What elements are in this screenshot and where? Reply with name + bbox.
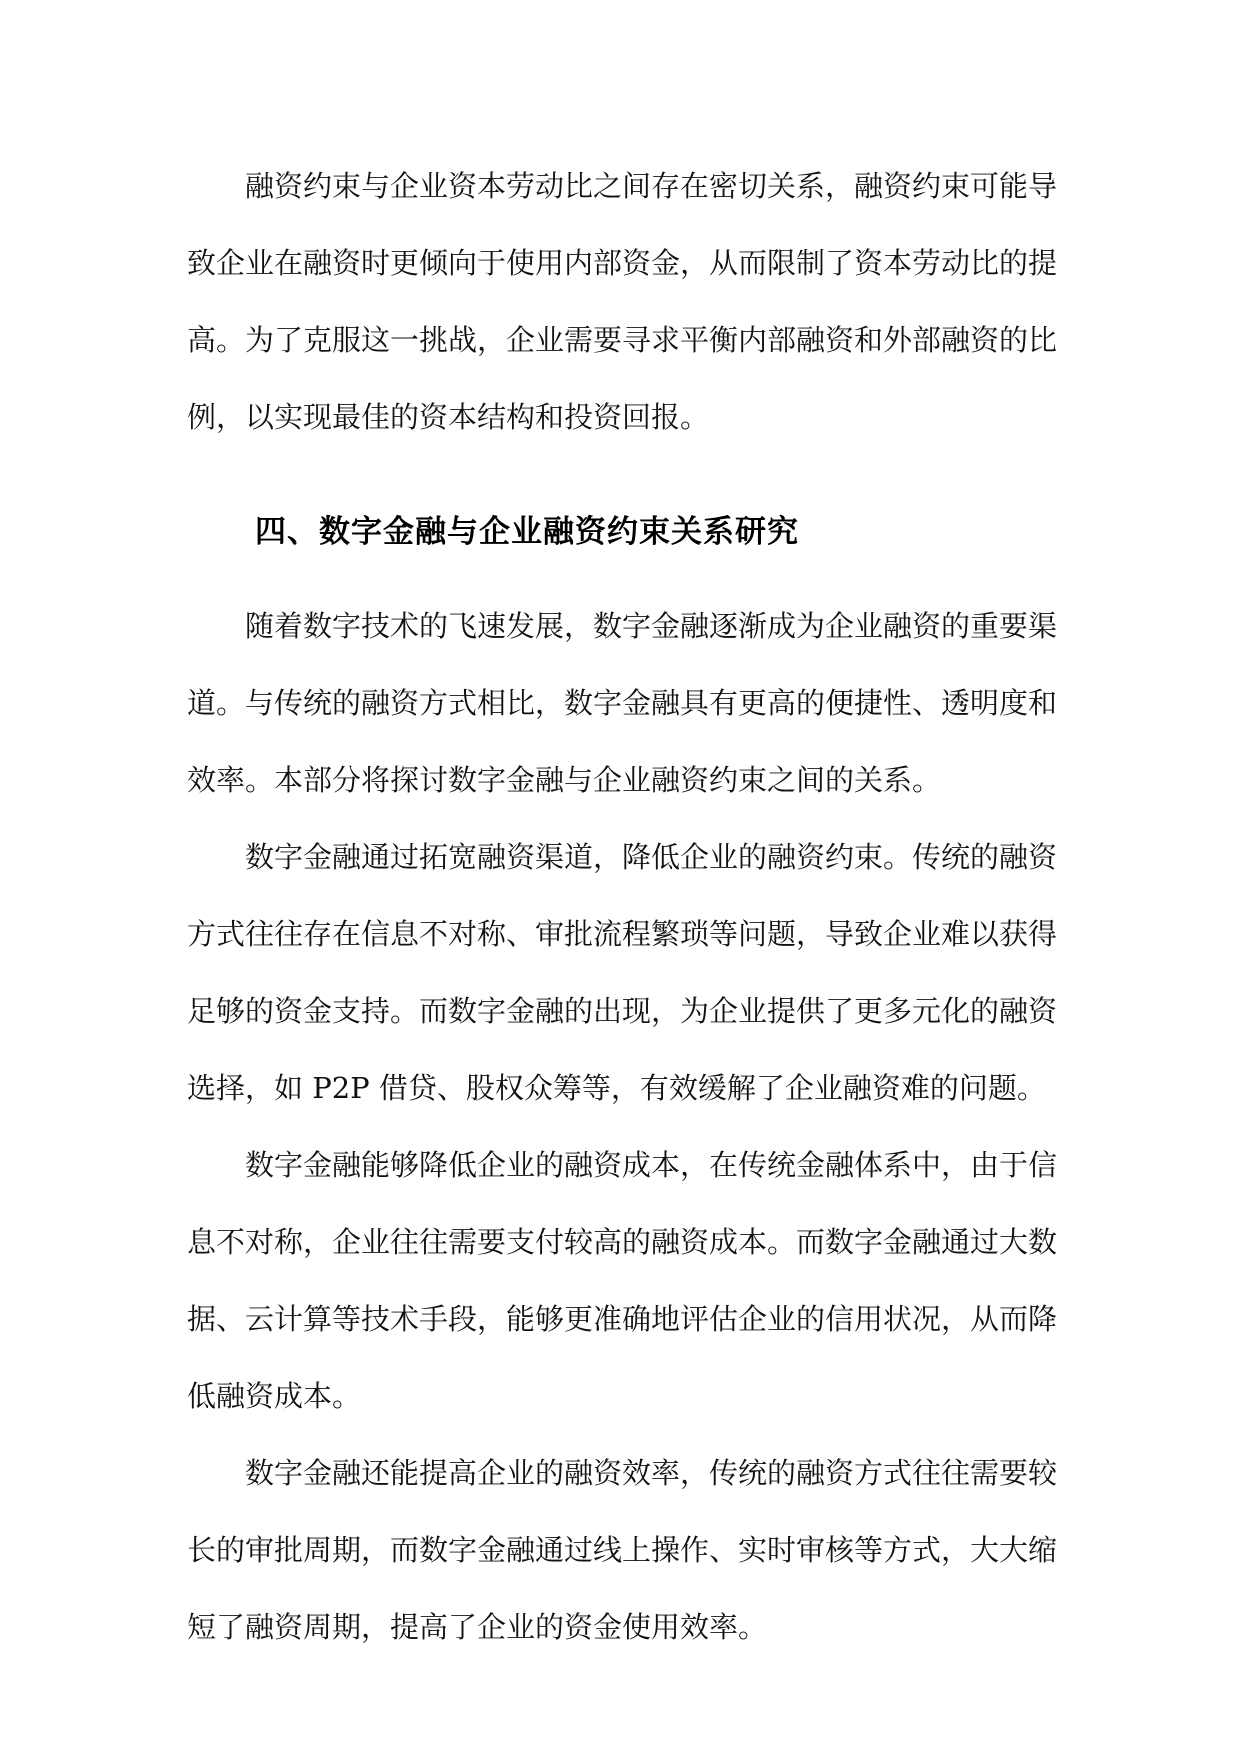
spacer (187, 456, 1057, 476)
paragraph-digital-finance-intro: 随着数字技术的飞速发展，数字金融逐渐成为企业融资的重要渠道。与传统的融资方式相比，数字金融具有更高的便捷性、透明度和效率。本部分将探讨数字金融与企业融资约束之间的关系。 (187, 609, 1058, 797)
document-body (187, 148, 1057, 1666)
section-heading: 四、数字金融与企业融资约束关系研究 (255, 514, 799, 550)
paragraph-financing-constraint-capital-labor: 融资约束与企业资本劳动比之间存在密切关系，融资约束可能导致企业在融资时更倾向于使用内部资金，从而限制了资本劳动比的提高。为了克服这一挑战，企业需要寻求平衡内部融资和外部融资的比例，以实现最佳的资本结构和投资回报。 (187, 169, 1058, 434)
paragraph-reduce-financing-cost: 数字金融能够降低企业的融资成本，在传统金融体系中，由于信息不对称，企业往往需要支付较高的融资成本。而数字金融通过大数据、云计算等技术手段，能够更准确地评估企业的信用状况，从而降低融资成本。 (187, 1148, 1058, 1413)
paragraph-improve-financing-efficiency: 数字金融还能提高企业的融资效率，传统的融资方式往往需要较长的审批周期，而数字金融通过线上操作、实时审核等方式，大大缩短了融资周期，提高了企业的资金使用效率。 (187, 1456, 1058, 1644)
paragraph-broaden-financing-channels: 数字金融通过拓宽融资渠道，降低企业的融资约束。传统的融资方式往往存在信息不对称、审批流程繁琐等问题，导致企业难以获得足够的资金支持。而数字金融的出现，为企业提供了更多元化的融资选择，如 P2P 借贷、股权众筹等，有效缓解了企业融资难的问题。 (187, 840, 1058, 1105)
